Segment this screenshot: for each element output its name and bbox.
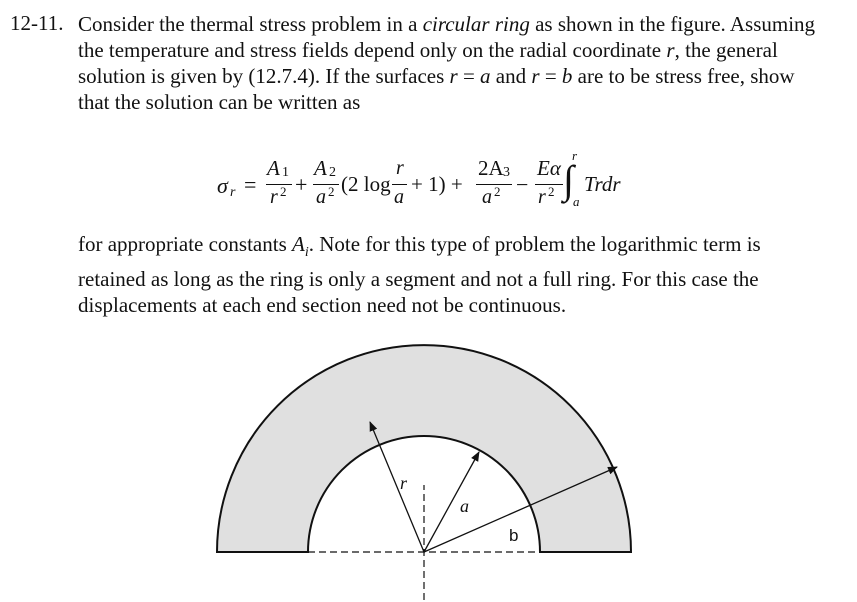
eq-A2-sub: 2 xyxy=(329,165,336,180)
intro-line-4: that the solution can be written as xyxy=(78,90,361,114)
eq-a2-sup-2: 2 xyxy=(494,184,501,199)
eq-frac3-den: a xyxy=(394,186,404,208)
eq-r2-den-2: r xyxy=(538,186,546,208)
eq-equals: = xyxy=(244,172,257,197)
eq-plus-1: + xyxy=(295,172,308,197)
intro-line-1: Consider the thermal stress problem in a circular ring as shown in the figure. Assuming xyxy=(78,12,816,36)
eq-frac3-num: r xyxy=(396,157,404,179)
intro-line-3: solution is given by (12.7.4). If the surfaces r = a and r = b are to be stress free, show xyxy=(78,64,795,88)
eq-E-alpha: Eα xyxy=(537,156,561,180)
eq-frac2-bar xyxy=(313,184,339,185)
closing-line-2: retained as long as the ring is only a segment and not a full ring. For this case the xyxy=(78,267,759,292)
eq-a2-den: a xyxy=(316,186,326,208)
eq-sigma: σ xyxy=(217,173,228,198)
intro-line-2: the temperature and stress fields depend only on the radial coordinate r, the general xyxy=(78,38,778,62)
eq-integral-sign: ∫ xyxy=(563,157,574,202)
eq-plus-one: + 1) + xyxy=(411,172,463,196)
eq-frac3-bar xyxy=(392,184,407,185)
stress-equation xyxy=(0,148,857,218)
problem-intro xyxy=(78,11,848,115)
radius-r-arrow xyxy=(370,422,424,552)
eq-2A3: 2A xyxy=(478,156,504,180)
ring-figure xyxy=(0,330,857,602)
eq-A2: A xyxy=(314,156,327,180)
eq-minus: − xyxy=(516,172,529,197)
problem-closing xyxy=(78,231,848,318)
eq-log-open: (2 log xyxy=(341,172,391,196)
eq-A1: A xyxy=(267,156,280,180)
eq-r2-den: r xyxy=(270,186,278,208)
eq-a2-sup: 2 xyxy=(328,184,335,199)
eq-A1-sub: 1 xyxy=(282,165,289,180)
eq-integrand: Trdr xyxy=(584,172,621,196)
radius-a-arrow xyxy=(424,452,479,552)
eq-frac1-bar xyxy=(266,184,292,185)
eq-int-upper: r xyxy=(572,148,578,163)
eq-2A3-sub: 3 xyxy=(503,165,510,180)
problem-number: 12-11. xyxy=(10,11,64,35)
eq-r2-sup-2: 2 xyxy=(548,184,555,199)
eq-a2-den-2: a xyxy=(482,186,492,208)
closing-line-1: for appropriate constants $A_i$. Note for this type of problem the logarithmic term is xyxy=(78,232,761,261)
label-b: b xyxy=(509,526,519,545)
eq-r2-sup: 2 xyxy=(280,184,287,199)
eq-int-lower: a xyxy=(573,194,580,209)
label-r: r xyxy=(400,473,408,493)
closing-line-3: displacements at each end section need not be continuous. xyxy=(78,293,567,318)
label-a: a xyxy=(460,496,469,516)
eq-sigma-sub: r xyxy=(230,185,236,200)
